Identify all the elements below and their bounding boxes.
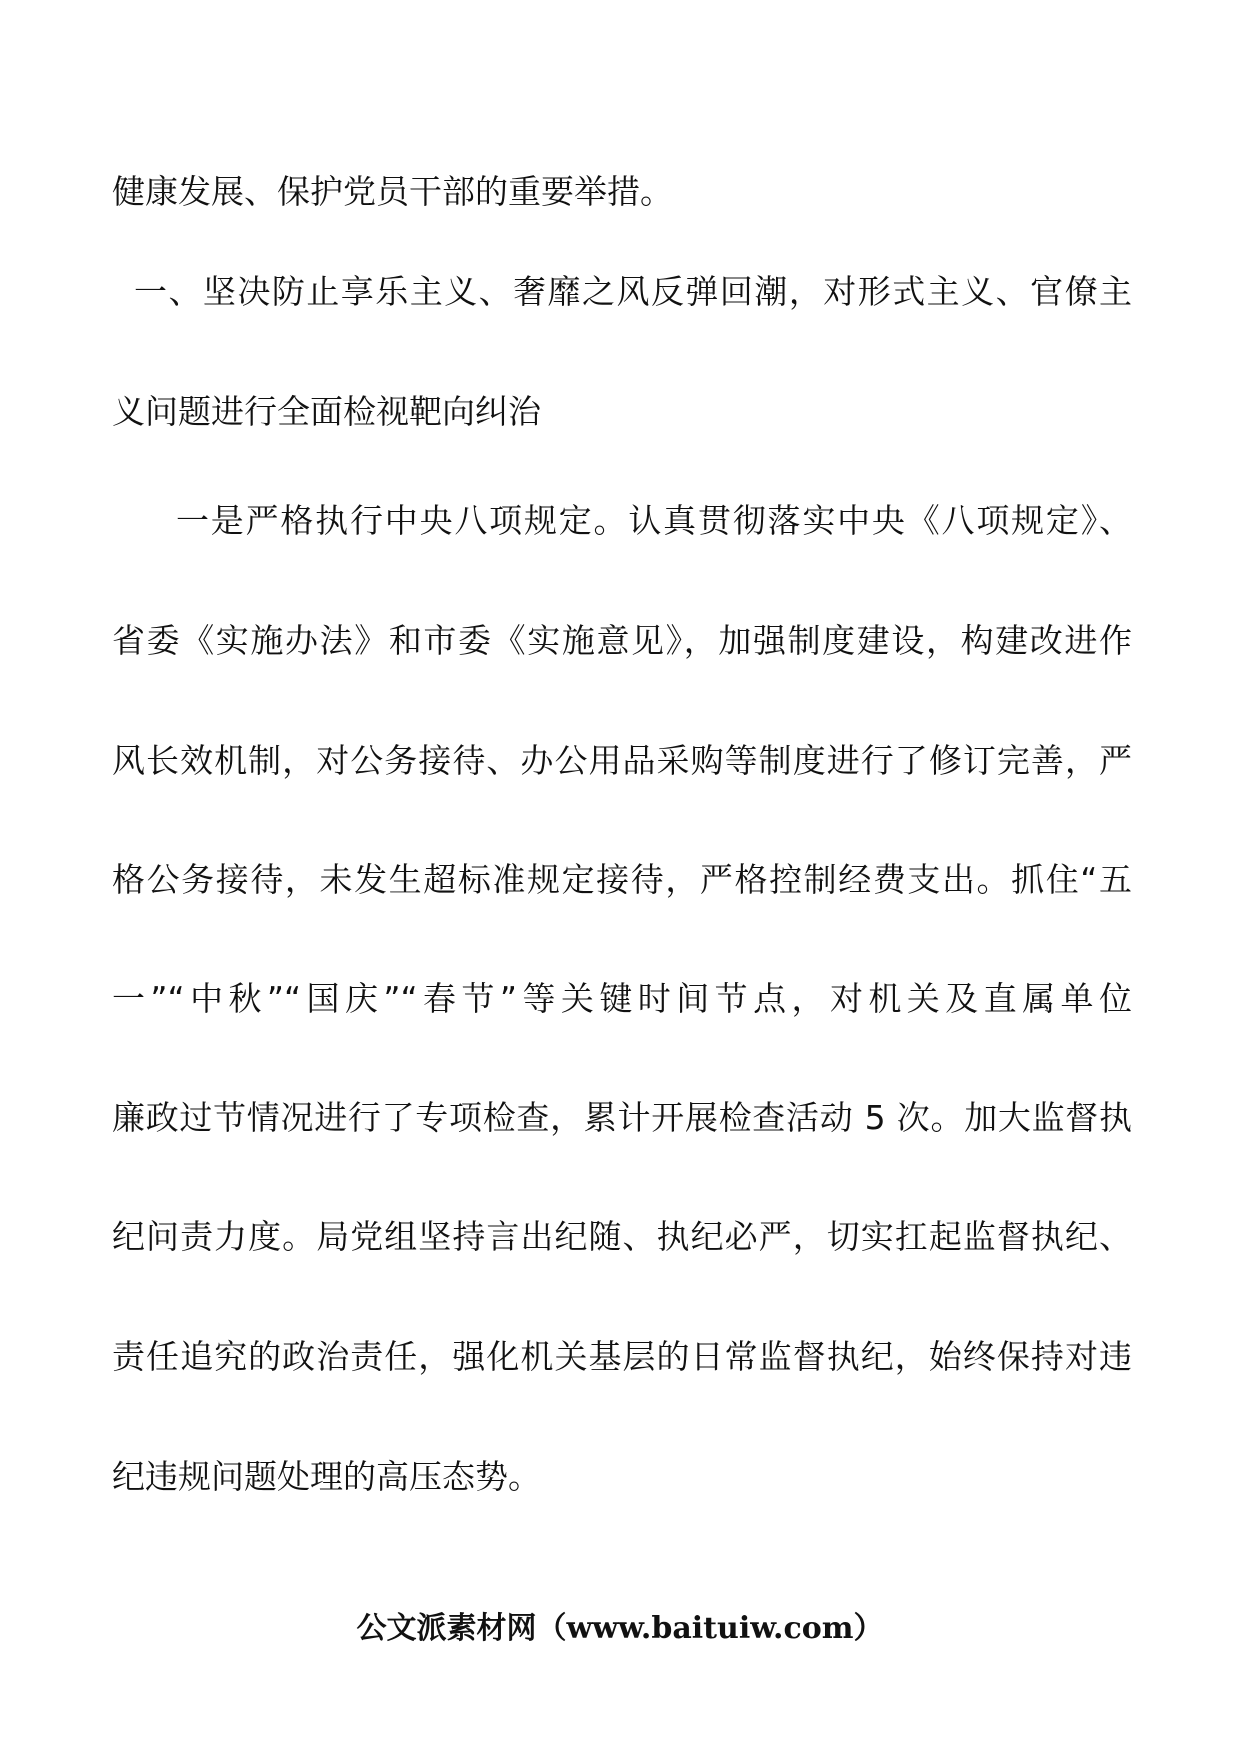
body-text-line: 一是严格执行中央八项规定。认真贯彻落实中央《八项规定》、 xyxy=(176,501,1132,540)
body-text-line: 纪问责力度。局党组坚持言出纪随、执纪必严，切实扛起监督执纪、 xyxy=(112,1217,1132,1256)
body-text-line: 风长效机制，对公务接待、办公用品采购等制度进行了修订完善，严 xyxy=(112,741,1132,780)
body-text-line: 省委《实施办法》和市委《实施意见》，加强制度建设，构建改进作 xyxy=(112,621,1132,660)
body-text-line: 纪违规问题处理的高压态势。 xyxy=(112,1457,541,1496)
body-text-line: 廉政过节情况进行了专项检查，累计开展检查活动 5 次。加大监督执 xyxy=(112,1098,1132,1137)
body-text-line: 责任追究的政治责任，强化机关基层的日常监督执纪，始终保持对违 xyxy=(112,1337,1132,1376)
body-text-line: 一”“中秋”“国庆”“春节”等关键时间节点，对机关及直属单位 xyxy=(112,979,1132,1018)
section-heading-line-1: 一、坚决防止享乐主义、奢靡之风反弹回潮，对形式主义、官僚主 xyxy=(134,272,1132,311)
page-footer-watermark: 公文派素材网（www.baituiw.com） xyxy=(356,1611,884,1646)
section-heading-line-2: 义问题进行全面检视靶向纠治 xyxy=(112,392,541,431)
paragraph-continuation-line: 健康发展、保护党员干部的重要举措。 xyxy=(112,172,673,211)
body-text-line: 格公务接待，未发生超标准规定接待，严格控制经费支出。抓住“五 xyxy=(112,860,1132,899)
